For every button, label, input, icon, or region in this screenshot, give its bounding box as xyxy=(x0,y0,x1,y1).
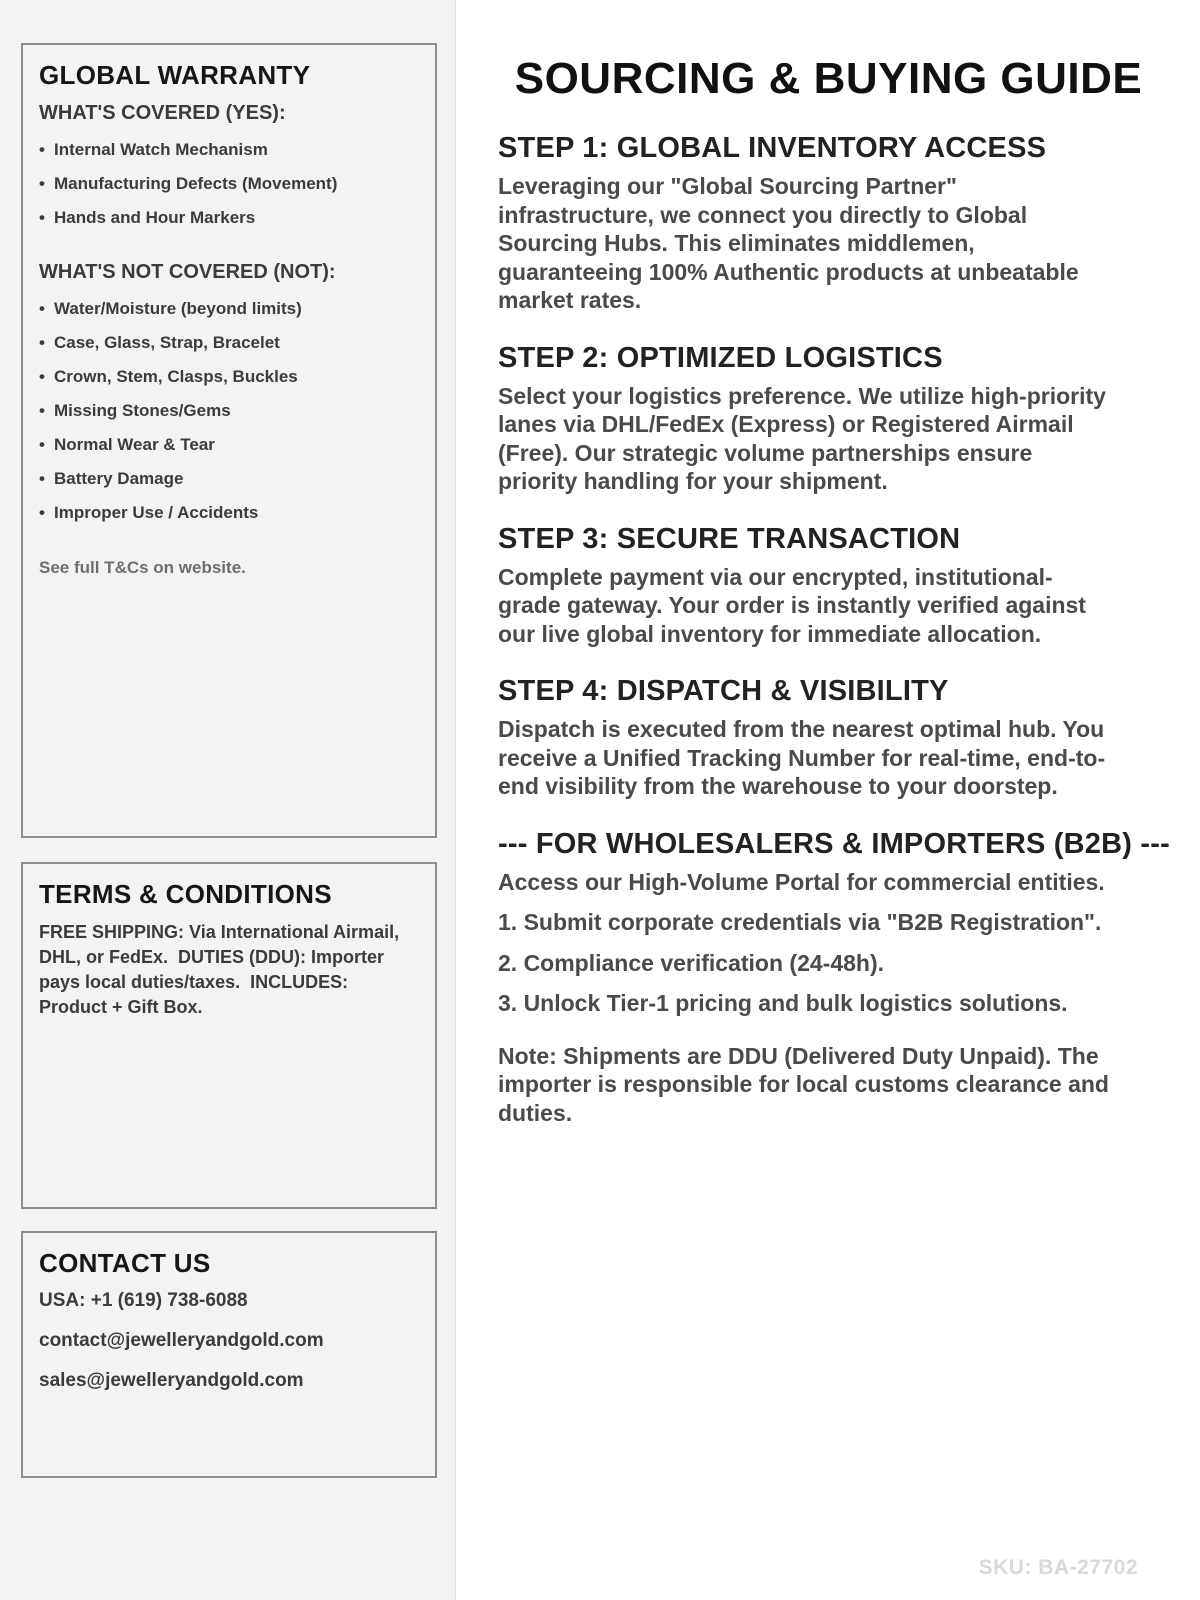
step-3-body: Complete payment via our encrypted, institutional-grade gateway. Your order is instantly verified against our live global inventory for immediate allocation. xyxy=(498,563,1086,647)
terms-box xyxy=(21,862,437,1209)
contact-phone: USA: +1 (619) 738-6088 xyxy=(39,1290,248,1311)
not-covered-item: • Water/Moisture (beyond limits) xyxy=(39,298,419,319)
step-1-body: Leveraging our "Global Sourcing Partner" infrastructure, we connect you directly to Global Sourcing Hubs. This eliminates middlemen, guaranteeing 100% Authentic products at unbeatable market rates. xyxy=(498,173,1079,313)
terms-title: TERMS & CONDITIONS xyxy=(39,879,332,909)
step-3-heading: STEP 3: SECURE TRANSACTION xyxy=(498,522,961,555)
not-covered-item: • Battery Damage xyxy=(39,468,419,489)
sidebar xyxy=(0,0,456,1600)
b2b-heading: --- FOR WHOLESALERS & IMPORTERS (B2B) --- xyxy=(498,827,1170,860)
contact-email-sales: sales@jewelleryandgold.com xyxy=(39,1370,304,1391)
covered-item: • Hands and Hour Markers xyxy=(39,207,419,228)
contact-email-primary: contact@jewelleryandgold.com xyxy=(39,1330,324,1351)
warranty-footnote: See full T&Cs on website. xyxy=(39,558,246,577)
covered-heading: WHAT'S COVERED (YES): xyxy=(39,102,286,124)
b2b-item-3: 3. Unlock Tier-1 pricing and bulk logistics solutions. xyxy=(498,990,1068,1016)
not-covered-item: • Crown, Stem, Clasps, Buckles xyxy=(39,366,419,387)
not-covered-item: • Missing Stones/Gems xyxy=(39,400,419,421)
contact-title: CONTACT US xyxy=(39,1248,211,1278)
covered-item: • Internal Watch Mechanism xyxy=(39,139,419,160)
sku-label: SKU: BA-27702 xyxy=(978,1556,1138,1579)
b2b-item-1: 1. Submit corporate credentials via "B2B Registration". xyxy=(498,909,1102,935)
covered-item: • Manufacturing Defects (Movement) xyxy=(39,173,419,194)
not-covered-item: • Case, Glass, Strap, Bracelet xyxy=(39,332,419,353)
step-4-body: Dispatch is executed from the nearest optimal hub. You receive a Unified Tracking Number for real-time, end-to-end visibility from the warehouse to your doorstep. xyxy=(498,716,1106,799)
covered-list xyxy=(39,139,419,228)
not-covered-list xyxy=(39,298,419,523)
b2b-note: Note: Shipments are DDU (Delivered Duty Unpaid). The importer is responsible for local customs clearance and duties. xyxy=(498,1042,1109,1126)
step-2-body: Select your logistics preference. We utilize high-priority lanes via DHL/FedEx (Express) or Registered Airmail (Free). Our strategic volume partnerships ensure priority handling for your shipment. xyxy=(498,382,1106,494)
not-covered-heading: WHAT'S NOT COVERED (NOT): xyxy=(39,261,336,283)
not-covered-item: • Improper Use / Accidents xyxy=(39,502,419,523)
step-1-heading: STEP 1: GLOBAL INVENTORY ACCESS xyxy=(498,132,1047,164)
b2b-item-2: 2. Compliance verification (24-48h). xyxy=(498,949,885,976)
b2b-intro: Access our High-Volume Portal for commercial entities. xyxy=(498,868,1105,895)
guide-body xyxy=(457,131,1200,1127)
contact-box xyxy=(21,1231,437,1478)
step-2-heading: STEP 2: OPTIMIZED LOGISTICS xyxy=(498,341,943,374)
main-content xyxy=(457,0,1200,1600)
warranty-box xyxy=(21,43,437,838)
guide-title: SOURCING & BUYING GUIDE xyxy=(514,54,1143,103)
terms-body: FREE SHIPPING: Via International Airmail, DHL, or FedEx. DUTIES (DDU): Importer pays local duties/taxes. INCLUDES: Product + Gift Box. xyxy=(39,922,405,1017)
warranty-title: GLOBAL WARRANTY xyxy=(39,60,311,90)
step-4-heading: STEP 4: DISPATCH & VISIBILITY xyxy=(498,675,949,707)
not-covered-item: • Normal Wear & Tear xyxy=(39,434,419,455)
